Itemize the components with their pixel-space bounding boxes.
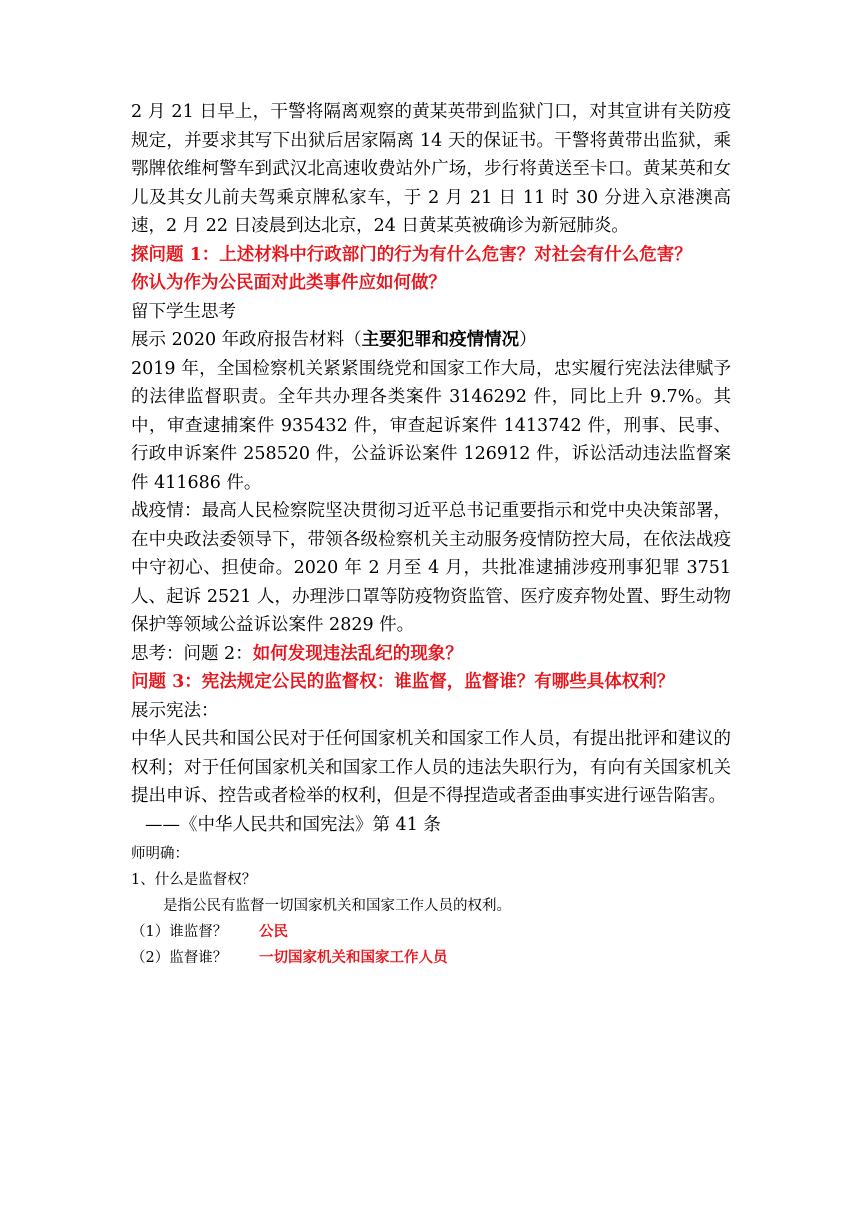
constitution-text: 中华人民共和国公民对于任何国家机关和国家工作人员，有提出批评和建议的权利；对于任何国家机关和国家工作人员的违法失职行为，有向有关国家机关提出申诉、控告或者检举的权利，但是不得捏造或者歪曲事实进行诬告陷害。 — [131, 729, 731, 806]
paragraph-report: 2019 年，全国检察机关紧紧围绕党和国家工作大局，忠实履行宪法法律赋予的法律监督职责。全年共办理各类案件 3146292 件，同比上升 9.7%。其中，审查逮捕案件 935432 件，审查起诉案件 1413742 件，刑事、民事、行政申诉案件 258520 件，公益诉讼案件 126912 件，诉讼活动违法监督案件 411686 件。 — [131, 358, 731, 493]
teacher-clarify: 师明确： — [131, 846, 189, 862]
question-1-line-2: 你认为作为公民面对此类事件应如何做？ — [131, 273, 446, 293]
citation: ——《中华人民共和国宪法》第 41 条 — [145, 814, 441, 835]
paragraph-case: 2 月 21 日早上，干警将隔离观察的黄某英带到监狱门口，对其宣讲有关防疫规定，并要求其写下出狱后居家隔离 14 天的保证书。干警将黄带出监狱，乘鄂牌依维柯警车到武汉北高速收费站外广场，步行将黄送至卡口。黄某英和女儿及其女儿前夫驾乘京牌私家车，于 2 月 21 日 11 时 30 分进入京港澳高速，2 月 22 日凌晨到达北京，24 日黄某英被确诊为新冠肺炎。 — [131, 102, 731, 236]
sub-item-2 — [131, 945, 731, 971]
document-page — [131, 98, 731, 971]
think-note: 留下学生思考 — [131, 301, 236, 322]
sub-item-1-answer: 公民 — [259, 923, 288, 940]
question-2 — [131, 640, 731, 669]
item-1-title: 1、什么是监督权？ — [131, 872, 257, 888]
question-2-prefix: 思考：问题 2： — [131, 643, 253, 664]
report-intro-prefix: 展示 2020 年政府报告材料（ — [131, 330, 362, 350]
sub-item-2-answer: 一切国家机关和国家工作人员 — [259, 949, 448, 966]
item-1-answer: 是指公民有监督一切国家机关和国家工作人员的权利。 — [163, 898, 511, 914]
sub-item-1 — [131, 919, 731, 945]
question-2-text: 如何发现违法乱纪的现象？ — [252, 643, 463, 664]
report-intro-bold: 主要犯罪和疫情情况 — [361, 330, 520, 350]
report-intro-suffix: ） — [519, 330, 537, 350]
sub-item-2-label: （2）监督谁？ — [131, 950, 228, 966]
sub-item-1-label: （1）谁监督？ — [131, 924, 228, 940]
question-1-line-1: 探问题 1：上述材料中行政部门的行为有什么危害？对社会有什么危害？ — [131, 244, 692, 265]
question-3: 问题 3：宪法规定公民的监督权：谁监督，监督谁？有哪些具体权利？ — [131, 672, 675, 692]
report-intro — [131, 326, 731, 355]
show-constitution: 展示宪法： — [131, 700, 219, 721]
paragraph-epidemic: 战疫情：最高人民检察院坚决贯彻习近平总书记重要指示和党中央决策部署，在中央政法委领导下，带领各级检察机关主动服务疫情防控大局，在依法战疫中守初心、担使命。2020 年 2 月至 4 月，共批准逮捕涉疫刑事犯罪 3751 人、起诉 2521 人，办理涉口罩等防疫物资监管、医疗废弃物处置、野生动物保护等领域公益诉讼案件 2829 件。 — [131, 501, 731, 635]
